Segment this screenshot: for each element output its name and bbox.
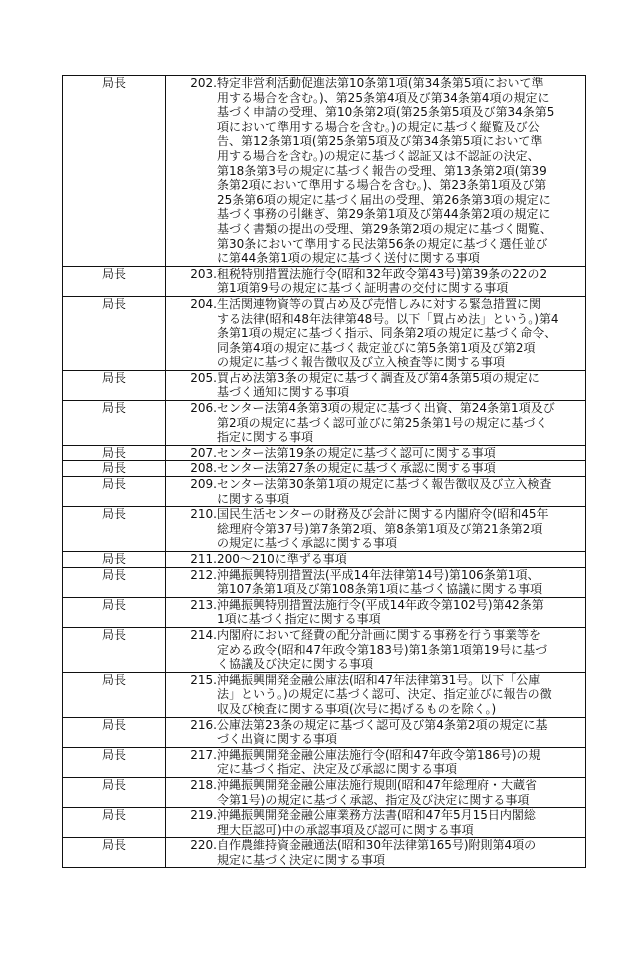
item-cell <box>166 266 586 296</box>
item-text-line: 第1項第9号の規定に基づく証明書の交付に関する事項 <box>217 281 509 296</box>
item-text <box>179 267 582 296</box>
item-cell <box>166 507 586 552</box>
table-row <box>63 370 586 400</box>
table-row <box>63 461 586 477</box>
table-row <box>63 477 586 507</box>
table-row <box>63 747 586 777</box>
role-cell: 局長 <box>63 838 166 868</box>
role-cell: 局長 <box>63 370 166 400</box>
item-text-line: の規定に基づく承認に関する事項 <box>217 536 398 551</box>
role-cell: 局長 <box>63 747 166 777</box>
item-number: 214. <box>190 627 217 642</box>
item-text-line: 法」という。)の規定に基づく認可、決定、指定並びに報告の徴 <box>217 687 552 702</box>
role-cell: 局長 <box>63 507 166 552</box>
item-cell <box>166 672 586 717</box>
item-cell <box>166 461 586 477</box>
item-cell <box>166 370 586 400</box>
item-text-line: 公庫法第23条の規定に基づく認可及び第4条第2項の規定に基 <box>217 717 548 732</box>
item-text-line: 沖縄振興開発金融公庫法(昭和47年法律第31号。以下「公庫 <box>217 672 541 687</box>
item-number: 210. <box>190 507 217 522</box>
role-cell: 局長 <box>63 627 166 672</box>
item-text <box>179 76 582 266</box>
table-row <box>63 838 586 868</box>
item-number: 213. <box>190 597 217 612</box>
table-row <box>63 507 586 552</box>
item-number: 219. <box>190 808 217 823</box>
role-cell: 局長 <box>63 777 166 807</box>
item-cell <box>166 627 586 672</box>
item-number: 206. <box>190 401 217 416</box>
item-text-line: 条第1項の規定に基づく指示、同条第2項の規定に基づく命令、 <box>217 326 557 341</box>
table-row <box>63 567 586 597</box>
item-text-line: 買占め法第3条の規定に基づく調査及び第4条第5項の規定に <box>217 370 540 385</box>
item-cell <box>166 552 586 568</box>
role-cell: 局長 <box>63 597 166 627</box>
item-text-line: 内閣府において経費の配分計画に関する事務を行う事業等を <box>217 627 542 642</box>
role-cell: 局長 <box>63 477 166 507</box>
item-text-line: 理大臣認可)中の承認事項及び認可に関する事項 <box>217 822 474 837</box>
item-text-line: 総理府令第37号)第7条第2項、第8条第1項及び第21条第2項 <box>217 521 543 536</box>
item-number: 207. <box>190 445 217 460</box>
table-row <box>63 777 586 807</box>
item-text-line: 告、第12条第1項(第25条第5項及び第34条第5項において準 <box>217 134 543 149</box>
item-text-line: 基づく事務の引継ぎ、第29条第1項及び第44条第2項の規定に <box>217 207 551 222</box>
item-cell <box>166 401 586 446</box>
item-text <box>179 808 582 837</box>
item-number: 202. <box>190 76 217 90</box>
item-text-line: 基づく申請の受理、第10条第2項(第25条第5項及び第34条第5 <box>217 105 555 120</box>
table-row <box>63 808 586 838</box>
table-row <box>63 296 586 370</box>
role-cell: 局長 <box>63 717 166 747</box>
item-text <box>179 297 582 370</box>
delegation-table <box>62 75 586 868</box>
table-row <box>63 445 586 461</box>
item-cell <box>166 76 586 267</box>
item-text <box>179 552 582 567</box>
role-cell: 局長 <box>63 808 166 838</box>
item-cell <box>166 747 586 777</box>
item-text-line: 条第2項において準用する場合を含む。)、第23条第1項及び第 <box>217 178 547 193</box>
table-row <box>63 552 586 568</box>
item-text <box>179 778 582 807</box>
item-cell <box>166 445 586 461</box>
item-number: 211. <box>190 552 217 566</box>
item-number: 216. <box>190 717 217 732</box>
table-row <box>63 76 586 267</box>
item-text-line: 用する場合を含む。)、第25条第4項及び第34条第4項の規定に <box>217 90 550 105</box>
role-cell: 局長 <box>63 445 166 461</box>
item-text-line: 同条第4項の規定に基づく裁定並びに第5条第1項及び第2項 <box>217 340 536 355</box>
item-text-line: 沖縄振興特別措置法(平成14年法律第14号)第106条第1項、 <box>217 567 540 582</box>
item-text-line: 基づく通知に関する事項 <box>217 385 350 400</box>
item-cell <box>166 567 586 597</box>
role-cell: 局長 <box>63 461 166 477</box>
item-text <box>179 507 582 551</box>
item-text <box>179 718 582 747</box>
table-row <box>63 717 586 747</box>
table-row <box>63 401 586 446</box>
item-text-line: く協議及び決定に関する事項 <box>217 657 374 672</box>
table-row <box>63 672 586 717</box>
table-row <box>63 597 586 627</box>
item-number: 215. <box>190 672 217 687</box>
item-text-line: 指定に関する事項 <box>217 430 314 445</box>
item-text-line: 基づく書類の提出の受理、第29条第2項の規定に基づく閲覧、 <box>217 221 552 236</box>
item-text <box>179 446 582 461</box>
table-row <box>63 627 586 672</box>
item-text <box>179 568 582 597</box>
item-text-line: 租税特別措置法施行令(昭和32年政令第43号)第39条の22の2 <box>217 266 548 281</box>
item-text-line: 25条第6項の規定に基づく届出の受理、第26条第3項の規定に <box>217 192 551 207</box>
item-text-line: 1項に基づく指定に関する事項 <box>217 612 381 627</box>
item-number: 220. <box>190 838 217 853</box>
item-number: 209. <box>190 477 217 492</box>
item-cell <box>166 808 586 838</box>
item-text-line: センター法第30条第1項の規定に基づく報告徴収及び立入検査 <box>217 477 552 492</box>
item-text-line: 200～210に準ずる事項 <box>217 552 347 566</box>
item-number: 204. <box>190 296 217 311</box>
item-text-line: 沖縄振興開発金融公庫法施行令(昭和47年政令第186号)の規 <box>217 747 541 762</box>
item-text-line: 項において準用する場合を含む。)の規定に基づく縦覧及び公 <box>217 119 540 134</box>
item-text-line: 定に基づく指定、決定及び承認に関する事項 <box>217 762 458 777</box>
item-text-line: に関する事項 <box>217 491 290 506</box>
item-text-line: 定める政令(昭和47年政令第183号)第1条第1項第19号に基づ <box>217 642 548 657</box>
item-text-line: 国民生活センターの財務及び会計に関する内閣府令(昭和45年 <box>217 507 549 522</box>
item-text-line: づく出資に関する事項 <box>217 732 338 747</box>
role-cell: 局長 <box>63 567 166 597</box>
item-text-line: 沖縄振興開発金融公庫業務方法書(昭和47年5月15日内閣総 <box>217 808 536 823</box>
item-text-line: センター法第4条第3項の規定に基づく出資、第24条第1項及び <box>217 401 555 416</box>
item-text-line: センター法第27条の規定に基づく承認に関する事項 <box>217 461 496 476</box>
item-cell <box>166 777 586 807</box>
item-cell <box>166 296 586 370</box>
item-number: 208. <box>190 461 217 476</box>
item-text-line: の規定に基づく報告徴収及び立入検査等に関する事項 <box>217 355 506 370</box>
item-cell <box>166 717 586 747</box>
item-text-line: 規定に基づく決定に関する事項 <box>217 852 386 867</box>
item-text <box>179 673 582 717</box>
item-text <box>179 838 582 867</box>
item-text-line: 沖縄振興特別措置法施行令(平成14年政令第102号)第42条第 <box>217 597 544 612</box>
item-cell <box>166 477 586 507</box>
item-text-line: 第2項の規定に基づく認可並びに第25条第1号の規定に基づく <box>217 415 548 430</box>
item-text-line: 第107条第1項及び第108条第1項に基づく協議に関する事項 <box>217 582 543 597</box>
role-cell: 局長 <box>63 266 166 296</box>
item-number: 203. <box>190 266 217 281</box>
item-text-line: 第30条において準用する民法第56条の規定に基づく選任並び <box>217 236 548 251</box>
item-cell <box>166 597 586 627</box>
item-text <box>179 748 582 777</box>
item-text <box>179 401 582 445</box>
item-number: 205. <box>190 370 217 385</box>
item-text-line: センター法第19条の規定に基づく認可に関する事項 <box>217 445 496 460</box>
item-text-line: に第44条第1項の規定に基づく送付に関する事項 <box>217 251 480 266</box>
item-number: 218. <box>190 777 217 792</box>
role-cell: 局長 <box>63 296 166 370</box>
item-text <box>179 477 582 506</box>
item-text-line: する法律(昭和48年法律第48号。以下「買占め法」という。)第4 <box>217 311 559 326</box>
item-text-line: 収及び検査に関する事項(次号に掲げるものを除く。) <box>217 701 497 716</box>
item-text <box>179 628 582 672</box>
item-text-line: 第18条第3号の規定に基づく報告の受理、第13条第2項(第39 <box>217 163 547 178</box>
item-text-line: 沖縄振興開発金融公庫法施行規則(昭和47年総理府・大蔵省 <box>217 777 537 792</box>
item-number: 212. <box>190 567 217 582</box>
role-cell: 局長 <box>63 76 166 267</box>
role-cell: 局長 <box>63 552 166 568</box>
item-text-line: 令第1号)の規定に基づく承認、指定及び決定に関する事項 <box>217 792 530 807</box>
item-text <box>179 371 582 400</box>
item-text-line: 特定非営利活動促進法第10条第1項(第34条第5項において準 <box>217 76 544 90</box>
role-cell: 局長 <box>63 672 166 717</box>
table-row <box>63 266 586 296</box>
item-text <box>179 598 582 627</box>
item-number: 217. <box>190 747 217 762</box>
item-text <box>179 461 582 476</box>
role-cell: 局長 <box>63 401 166 446</box>
table-body <box>63 76 586 868</box>
item-text-line: 用する場合を含む。)の規定に基づく認証又は不認証の決定、 <box>217 148 540 163</box>
item-text-line: 生活関連物資等の買占め及び売惜しみに対する緊急措置に関 <box>217 296 542 311</box>
item-text-line: 自作農維持資金融通法(昭和30年法律第165号)附則第4項の <box>217 838 537 853</box>
item-cell <box>166 838 586 868</box>
